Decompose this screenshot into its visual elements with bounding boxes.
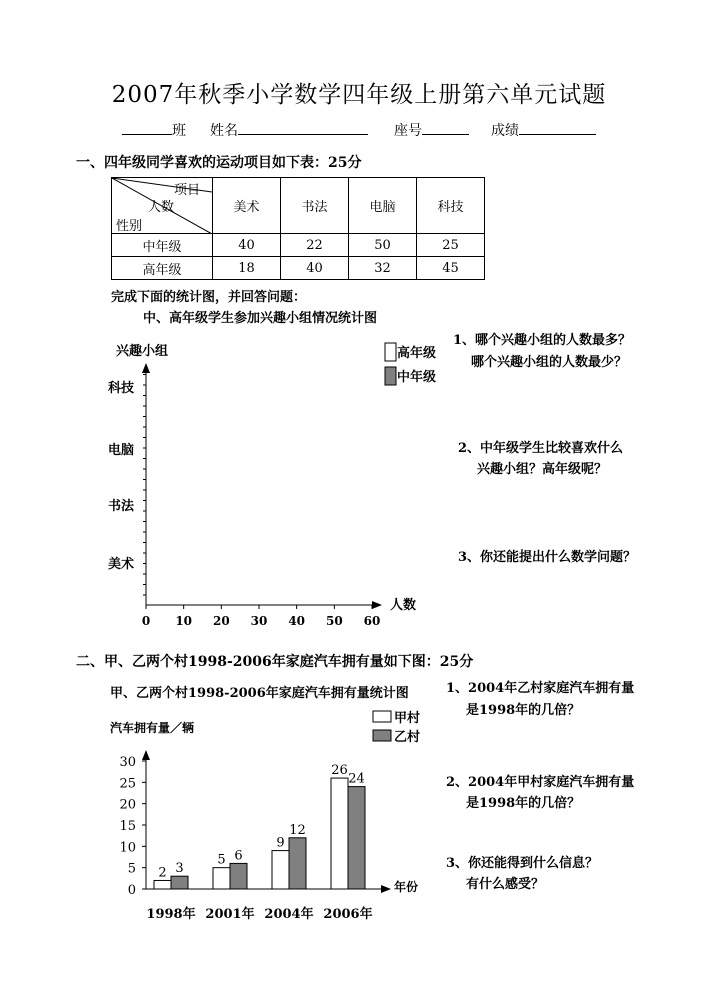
bar-甲村	[213, 868, 230, 889]
s2-question-3b: 有什么感受？	[466, 877, 545, 892]
x-tick-label: 20	[212, 614, 230, 628]
bar-value-label: 9	[276, 835, 285, 851]
section2-heading: 二、甲、乙两个村1998-2006年家庭汽车拥有量如下图：25分	[76, 654, 474, 670]
y-category-label: 科技	[108, 381, 135, 396]
s1-question-2b: 兴趣小组？高年级呢？	[477, 462, 608, 477]
table-cell: 45	[417, 257, 485, 280]
table-corner-cell	[112, 178, 213, 234]
legend-label: 中年级	[397, 370, 437, 385]
bar-value-label: 12	[289, 822, 306, 838]
y-category-label: 书法	[108, 499, 135, 514]
s2-question-3: 3、你还能得到什么信息？	[446, 856, 599, 871]
name-field	[210, 120, 368, 140]
y-tick-label: 30	[119, 755, 136, 770]
y-tick-label: 25	[119, 776, 136, 792]
class-blank[interactable]	[122, 122, 172, 135]
y-tick-label: 0	[127, 883, 136, 898]
bar-乙村	[348, 787, 365, 889]
s2-question-1: 1、2004年乙村家庭汽车拥有量	[446, 681, 635, 696]
table-cell: 40	[213, 234, 281, 257]
chart2-svg	[100, 700, 445, 930]
instruction-text: 完成下面的统计图，并回答问题：	[111, 290, 307, 305]
bar-value-label: 6	[234, 848, 243, 864]
s2-question-1b: 是1998年的几倍？	[466, 703, 581, 718]
legend-label: 甲村	[394, 711, 421, 726]
score-field	[491, 120, 596, 140]
name-label: 姓名	[210, 123, 238, 139]
bar-value-label: 2	[158, 865, 167, 881]
legend-swatch	[385, 367, 396, 385]
table-row	[112, 234, 485, 257]
score-blank[interactable]	[519, 122, 596, 135]
chart1-title: 中、高年级学生参加兴趣小组情况统计图	[143, 311, 378, 326]
chart2-title: 甲、乙两个村1998-2006年家庭汽车拥有量统计图	[110, 686, 409, 701]
y-tick-label: 10	[119, 840, 136, 856]
bar-甲村	[154, 880, 171, 889]
y-tick-label: 20	[119, 797, 136, 813]
row-label: 中年级	[112, 234, 213, 257]
x-category-label: 2006年	[323, 907, 373, 922]
name-blank[interactable]	[238, 122, 368, 135]
table-cell: 18	[213, 257, 281, 280]
y-axis-arrow	[142, 363, 150, 373]
seat-blank[interactable]	[422, 122, 469, 135]
bar-乙村	[171, 876, 188, 889]
x-tick-label: 60	[363, 614, 381, 628]
row-label: 高年级	[112, 257, 213, 280]
bar-乙村	[289, 838, 306, 889]
bar-甲村	[331, 778, 348, 889]
y-tick-label: 15	[119, 819, 136, 834]
chart1-axes	[107, 343, 436, 628]
bar-乙村	[230, 863, 247, 889]
s2-question-2b: 是1998年的几倍？	[466, 796, 581, 811]
bar-value-label: 26	[331, 763, 348, 779]
x-tick-label: 0	[141, 614, 151, 628]
y-tick-label: 5	[127, 861, 136, 877]
table-cell: 32	[349, 257, 417, 280]
x-axis-arrow	[381, 885, 391, 893]
bar-value-label: 3	[175, 861, 184, 877]
x-tick-label: 30	[250, 614, 268, 628]
y-axis-label: 兴趣小组	[116, 344, 169, 359]
seat-field	[394, 120, 469, 140]
x-category-label: 2001年	[205, 907, 255, 922]
y-axis-label: 汽车拥有量／辆	[110, 721, 195, 735]
y-axis-arrow	[142, 750, 150, 760]
legend-label: 乙村	[394, 730, 421, 745]
x-tick-label: 50	[325, 614, 343, 628]
col-header: 美术	[213, 178, 281, 234]
class-label: 班	[172, 123, 186, 139]
x-category-label: 2004年	[264, 907, 314, 922]
seat-label: 座号	[394, 123, 422, 139]
y-category-label: 电脑	[108, 443, 135, 458]
table-cell: 40	[281, 257, 349, 280]
section1-heading: 一、四年级同学喜欢的运动项目如下表：25分	[76, 155, 362, 171]
s2-question-2: 2、2004年甲村家庭汽车拥有量	[446, 775, 635, 790]
x-axis-arrow	[372, 601, 382, 609]
table-cell: 25	[417, 234, 485, 257]
x-tick-label: 40	[288, 614, 306, 628]
legend-swatch	[373, 730, 391, 741]
class-field	[122, 120, 186, 140]
corner-count: 人数	[148, 200, 175, 215]
chart2-plot	[110, 710, 420, 922]
s1-question-1b: 哪个兴趣小组的人数最少？	[471, 355, 628, 370]
x-axis-label: 人数	[390, 598, 417, 613]
bar-value-label: 24	[348, 771, 365, 787]
sports-table	[111, 177, 485, 280]
bar-甲村	[272, 851, 289, 889]
x-axis-label: 年份	[394, 880, 419, 894]
bar-value-label: 5	[217, 852, 226, 868]
legend-label: 高年级	[397, 346, 437, 361]
s1-question-1: 1、哪个兴趣小组的人数最多？	[453, 333, 632, 348]
col-header: 科技	[417, 178, 485, 234]
s1-question-2: 2、中年级学生比较喜欢什么	[458, 441, 624, 456]
score-label: 成绩	[491, 123, 519, 139]
table-row	[112, 257, 485, 280]
x-tick-label: 10	[175, 614, 193, 628]
s1-question-3: 3、你还能提出什么数学问题？	[458, 550, 637, 565]
col-header: 书法	[281, 178, 349, 234]
corner-project: 项目	[174, 183, 201, 198]
table-cell: 50	[349, 234, 417, 257]
x-category-label: 1998年	[146, 907, 196, 922]
y-category-label: 美术	[108, 557, 135, 572]
page-title: 2007年秋季小学数学四年级上册第六单元试题	[111, 82, 607, 108]
corner-gender: 性别	[116, 219, 143, 234]
chart1-svg	[100, 335, 450, 635]
legend-swatch	[373, 711, 391, 722]
col-header: 电脑	[349, 178, 417, 234]
table-cell: 22	[281, 234, 349, 257]
legend-swatch	[385, 343, 396, 361]
